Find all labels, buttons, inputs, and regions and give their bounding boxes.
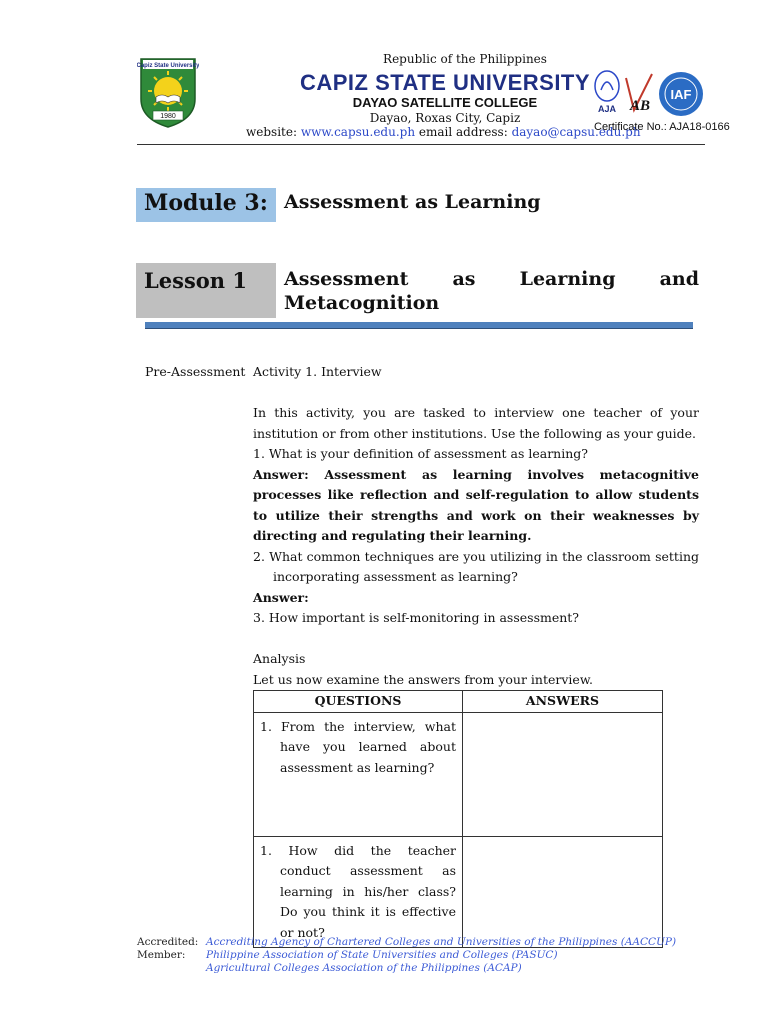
question-cell [254, 836, 463, 948]
seal-text: Capiz State University [137, 63, 199, 69]
question-1: 1. What is your definition of assessment as learning? [253, 446, 588, 461]
republic-line: Republic of the Philippines [383, 52, 547, 66]
iaf-text: IAF [670, 87, 692, 102]
section-divider-bar [145, 322, 693, 329]
lesson-label: Lesson 1 [144, 268, 247, 293]
footer-labels [137, 936, 198, 962]
aja-certification-logo [593, 70, 621, 116]
spacer [253, 629, 699, 650]
table-question-2: 1. How did the teacher conduct assessment as learning in his/her class? Do you think it is effective or not? [260, 842, 456, 940]
footer-organizations [206, 936, 676, 975]
footer-item-acap: Agricultural Colleges Association of the Philippines (ACAP) [206, 962, 522, 974]
analysis-title: Analysis [253, 651, 306, 666]
module-label: Module 3: [144, 190, 268, 216]
table-row [254, 712, 663, 836]
jab-accreditation-logo [622, 70, 656, 116]
activity-title: Activity 1. Interview [253, 364, 382, 379]
analysis-intro: Let us now examine the answers from your interview. [253, 671, 594, 687]
iaf-logo [657, 70, 705, 118]
header-divider [137, 144, 705, 145]
answer-cell[interactable] [463, 712, 663, 836]
analysis-table [253, 690, 663, 948]
table-row [254, 836, 663, 948]
lesson-title-line2: Metacognition [284, 292, 440, 314]
answer-2: Answer: [253, 589, 309, 605]
answer-cell[interactable] [463, 836, 663, 948]
column-header-questions: QUESTIONS [254, 691, 463, 713]
college-name: DAYAO SATELLITE COLLEGE [352, 95, 538, 110]
table-header-row [254, 691, 663, 713]
lesson-title-line1: Assessment as Learning and [284, 268, 699, 290]
footer-item-aaccup: Accrediting Agency of Chartered Colleges and Universities of the Philippines (AACCUP) [206, 936, 677, 948]
email-link[interactable]: dayao@capsu.edu.ph [511, 125, 641, 139]
module-label-box [136, 188, 276, 222]
module-title: Assessment as Learning [284, 191, 541, 213]
website-link[interactable]: www.capsu.edu.ph [300, 125, 416, 139]
website-label: website: [246, 125, 298, 139]
question-2: 2. What common techniques are you utilizing in the classroom setting incorporating assessment as learning? [253, 548, 699, 584]
footer-item-pasuc: Philippine Association of State Universities and Colleges (PASUC) [206, 949, 558, 961]
college-address: Dayao, Roxas City, Capiz [369, 111, 521, 125]
certificate-number: Certificate No.: AJA18-0166 [594, 121, 730, 133]
accredited-label: Accredited: [137, 936, 199, 948]
lesson-label-box [136, 263, 276, 318]
column-header-answers: ANSWERS [463, 691, 663, 713]
vab-text: AB [629, 98, 651, 114]
answer-1: Answer: Assessment as learning involves metacognitive processes like reflection and self-regulation to allow students to utilize their strengths and work on their weaknesses by directing and regulating their learning. [253, 466, 699, 543]
email-label: email address: [418, 125, 508, 139]
pre-assessment-label: Pre-Assessment [145, 364, 246, 379]
activity-intro: In this activity, you are tasked to interview one teacher of your institution or from other institutions. Use the following as your guide. [253, 405, 699, 441]
spacer [253, 383, 699, 404]
seal-year: 1980 [160, 113, 176, 120]
contact-line [246, 125, 641, 139]
question-cell [254, 712, 463, 836]
aja-text: AJA [597, 104, 617, 114]
table-question-1: 1. From the interview, what have you learned about assessment as learning? [260, 718, 456, 775]
member-label: Member: [137, 949, 186, 961]
university-name: CAPIZ STATE UNIVERSITY [299, 70, 591, 95]
question-3: 3. How important is self-monitoring in assessment? [253, 610, 580, 625]
university-seal-logo [137, 55, 199, 129]
pre-assessment-content [253, 362, 699, 690]
